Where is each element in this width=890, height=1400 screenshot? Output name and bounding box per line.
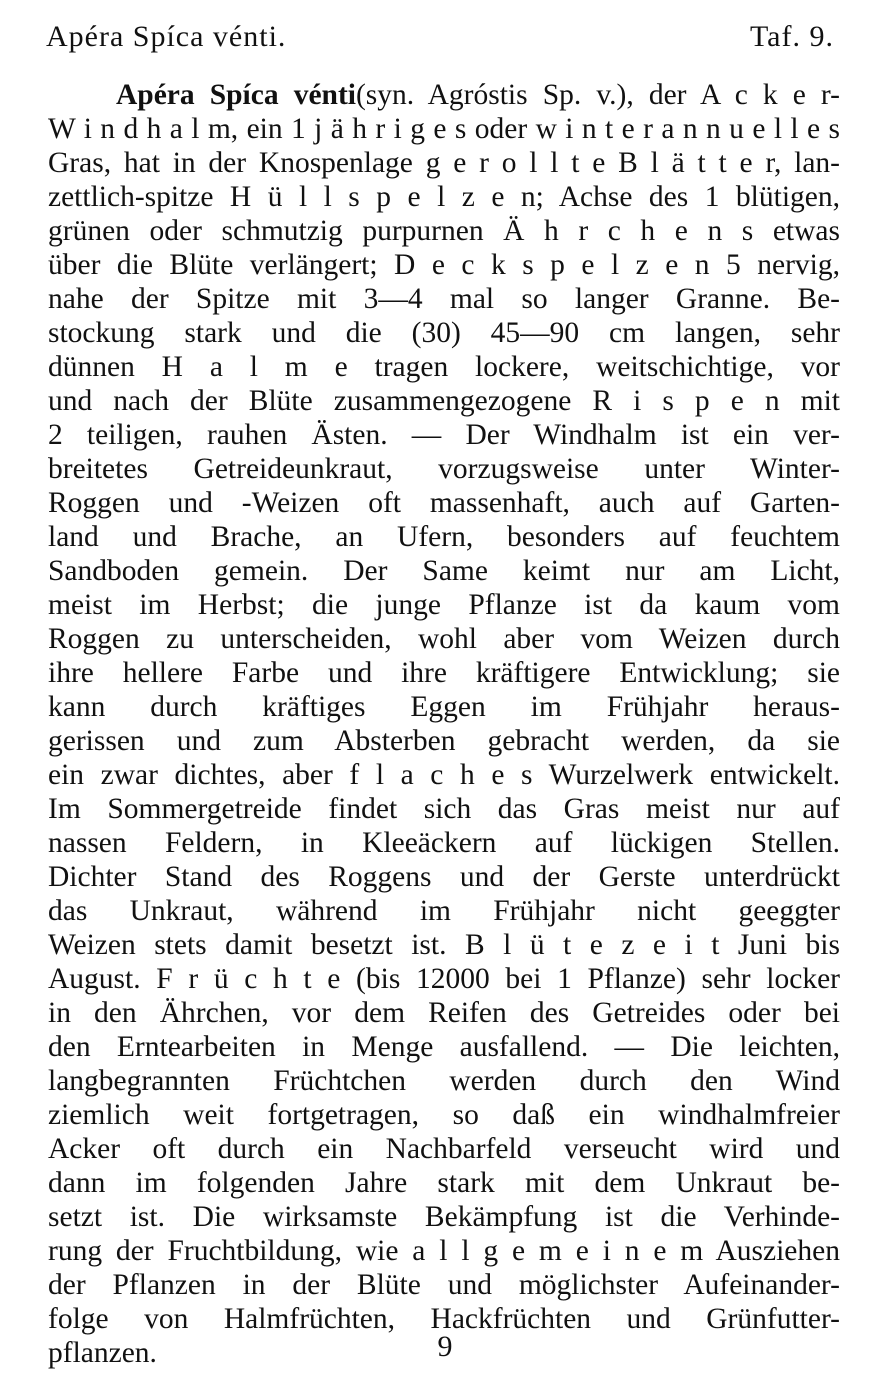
text-line: Sandboden gemein. Der Same keimt nur am Licht, — [48, 555, 840, 587]
text-line: dann im folgenden Jahre stark mit dem Unkraut be- — [48, 1167, 840, 1199]
text-line: Im Sommergetreide findet sich das Gras meist nur auf — [48, 793, 840, 825]
text-line: über die Blüte verlängert; D e c k s p e l z e n 5 nervig, — [48, 249, 840, 281]
text-line: Acker oft durch ein Nachbarfeld verseucht wird und — [48, 1133, 840, 1165]
text-line: das Unkraut, während im Frühjahr nicht geeggter — [48, 895, 840, 927]
text-line-first — [48, 78, 840, 112]
text-line: folge von Halmfrüchten, Hackfrüchten und Grünfutter- — [48, 1303, 840, 1335]
text-line: der Pflanzen in der Blüte und möglichster Aufeinander- — [48, 1269, 840, 1301]
text-lines — [48, 112, 840, 1370]
text-line: ihre hellere Farbe und ihre kräftigere Entwicklung; sie — [48, 657, 840, 689]
page-number: 9 — [437, 1330, 453, 1363]
text-line: rung der Fruchtbildung, wie a l l g e m e i n e m Ausziehen — [48, 1235, 840, 1267]
text-line: den Erntearbeiten in Menge ausfallend. — Die leichten, — [48, 1031, 840, 1063]
text-line: Dichter Stand des Roggens und der Gerste unterdrückt — [48, 861, 840, 893]
text-line: nahe der Spitze mit 3—4 mal so langer Granne. Be- — [48, 283, 840, 315]
text-line: Weizen stets damit besetzt ist. B l ü t e z e i t Juni bis — [48, 929, 840, 961]
text-line: dünnen H a l m e tragen lockere, weitschichtige, vor — [48, 351, 840, 383]
text-line: ein zwar dichtes, aber f l a c h e s Wurzelwerk entwickelt. — [48, 759, 840, 791]
text-line: zettlich-spitze H ü l l s p e l z e n; Achse des 1 blütigen, — [48, 181, 840, 213]
running-header — [46, 20, 834, 60]
text-line: nassen Feldern, in Kleeäckern auf lückigen Stellen. — [48, 827, 840, 859]
text-line: 2 teiligen, rauhen Ästen. — Der Windhalm ist ein ver- — [48, 419, 840, 451]
text-line: grünen oder schmutzig purpurnen Ä h r c h e n s etwas — [48, 215, 840, 247]
text-line: meist im Herbst; die junge Pflanze ist da kaum vom — [48, 589, 840, 621]
header-title: Apéra Spíca vénti. — [46, 20, 287, 53]
text-line: setzt ist. Die wirksamste Bekämpfung ist die Verhinde- — [48, 1201, 840, 1233]
text-line: in den Ährchen, vor dem Reifen des Getreides oder bei — [48, 997, 840, 1029]
text-line: land und Brache, an Ufern, besonders auf feuchtem — [48, 521, 840, 553]
first-line-rest: (syn. Agróstis Sp. v.), der A c k e r- — [355, 79, 840, 111]
text-line: August. F r ü c h t e (bis 12000 bei 1 Pflanze) sehr locker — [48, 963, 840, 995]
text-line: Gras, hat in der Knospenlage g e r o l l t e B l ä t t e r, lan- — [48, 147, 840, 179]
text-line: Roggen zu unterscheiden, wohl aber vom Weizen durch — [48, 623, 840, 655]
text-line: W i n d h a l m, ein 1 j ä h r i g e s oder w i n t e r a n n u e l l e s — [48, 113, 840, 145]
plate-number: Taf. 9. — [749, 20, 834, 53]
text-line: stockung stark und die (30) 45—90 cm langen, sehr — [48, 317, 840, 349]
text-line: Roggen und -Weizen oft massenhaft, auch auf Garten- — [48, 487, 840, 519]
text-line: und nach der Blüte zusammengezogene R i s p e n mit — [48, 385, 840, 417]
text-line: gerissen und zum Absterben gebracht werden, da sie — [48, 725, 840, 757]
text-line: pflanzen. — [48, 1337, 157, 1369]
body-paragraph — [48, 78, 840, 1370]
text-line: langbegrannten Früchtchen werden durch den Wind — [48, 1065, 840, 1097]
species-name: Apéra Spíca vénti — [116, 79, 356, 111]
text-line: kann durch kräftiges Eggen im Frühjahr heraus- — [48, 691, 840, 723]
text-line: breitetes Getreideunkraut, vorzugsweise unter Winter- — [48, 453, 840, 485]
text-line: ziemlich weit fortgetragen, so daß ein windhalmfreier — [48, 1099, 840, 1131]
